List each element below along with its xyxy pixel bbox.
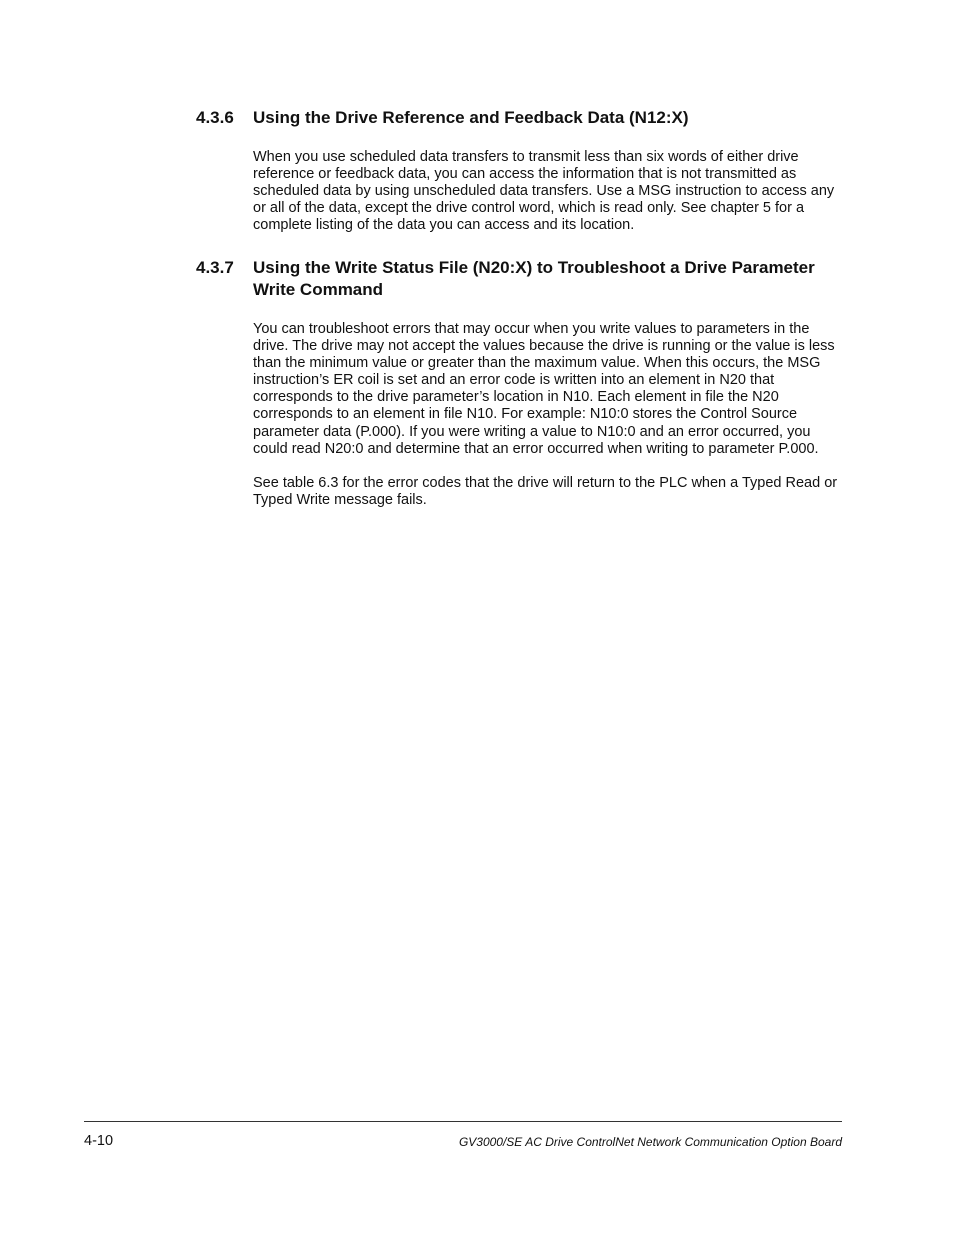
page-number: 4-10 (84, 1133, 114, 1149)
footer-divider (84, 1121, 842, 1122)
section-4-3-7 (196, 257, 846, 509)
body-paragraph: See table 6.3 for the error codes that the drive will return to the PLC when a Typed Read or Typed Write message fails. (253, 474, 838, 508)
footer-document-title: GV3000/SE AC Drive ControlNet Network Communication Option Board (458, 1135, 842, 1149)
section-title: Using the Drive Reference and Feedback Data (N12:X) (253, 108, 689, 127)
section-heading (196, 257, 846, 301)
body-paragraph: You can troubleshoot errors that may occur when you write values to parameters in the drive. The drive may not accept the values because the drive is running or the value is less than the minimum value or greater than the maximum value. When this occurs, the MSG instruction’s ER coil is set and an error code is written into an element in N20 that corresponds to the drive parameter’s location in N10. Each element in file the N20 corresponds to an element in file N10. For example: N10:0 stores the Control Source parameter data (P.000). If you were writing a value to N10:0 and an error occurred, you could read N20:0 and determine that an error occurred when writing to parameter P.000. (253, 321, 835, 457)
section-4-3-6 (196, 107, 846, 234)
section-number: 4.3.7 (196, 258, 234, 277)
body-paragraph: When you use scheduled data transfers to transmit less than six words of either drive reference or feedback data, you can access the information that is not transmitted as scheduled data by using unscheduled data transfers. Use a MSG instruction to access any or all of the data, except the drive control word, which is read only. See chapter 5 for a complete listing of the data you can access and its location. (253, 149, 835, 234)
section-number: 4.3.6 (196, 108, 234, 127)
section-heading (196, 107, 846, 129)
section-title: Using the Write Status File (N20:X) to Troubleshoot a Drive Parameter Write Command (253, 258, 815, 299)
